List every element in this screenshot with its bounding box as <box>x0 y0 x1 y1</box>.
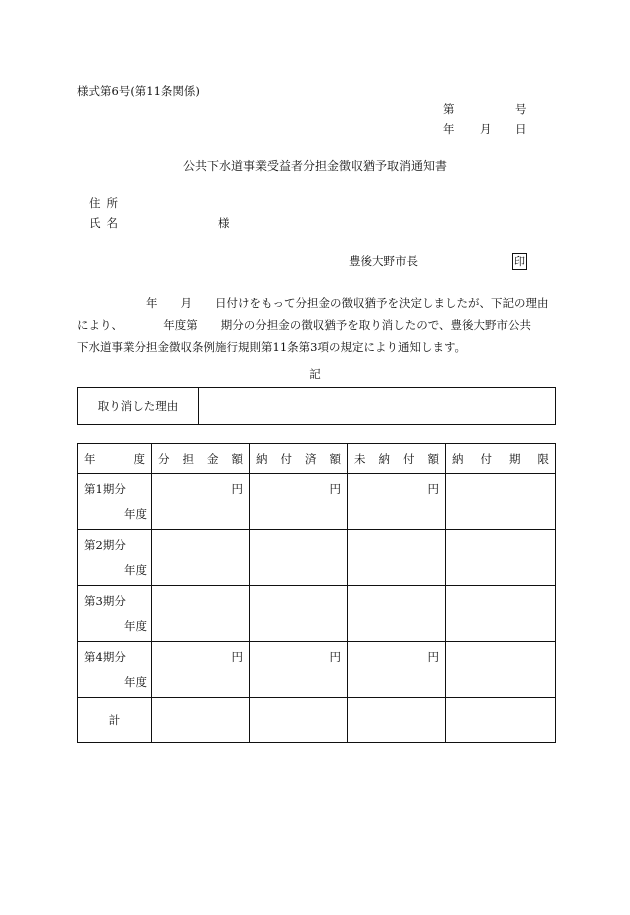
header-buntankin: 分 担 金 額 <box>152 444 250 474</box>
body-line: 年 月 日付けをもって分担金の徴収猶予を決定しましたが、下記の理由 <box>77 296 549 310</box>
paid-cell: 円 <box>250 642 348 698</box>
table-row <box>78 586 556 642</box>
reason-table <box>77 387 556 425</box>
deadline-cell <box>446 474 556 530</box>
doc-date-year: 年 <box>443 122 455 136</box>
period-cell: 第1期分 年度 <box>78 474 152 530</box>
amount-cell <box>152 586 250 642</box>
total-amount-cell <box>152 698 250 743</box>
amount-cell: 円 <box>152 642 250 698</box>
period-cell: 第4期分 年度 <box>78 642 152 698</box>
period-cell: 第3期分 年度 <box>78 586 152 642</box>
header-nofukigen: 納 付 期 限 <box>446 444 556 474</box>
period-cell: 第2期分 年度 <box>78 530 152 586</box>
table-header-row <box>78 444 556 474</box>
total-unpaid-cell <box>348 698 446 743</box>
deadline-cell <box>446 586 556 642</box>
header-minofu: 未 納 付 額 <box>348 444 446 474</box>
unpaid-cell: 円 <box>348 642 446 698</box>
deadline-cell <box>446 530 556 586</box>
table-row <box>78 642 556 698</box>
doc-date-day: 日 <box>515 122 527 136</box>
table-row <box>78 530 556 586</box>
seal-stamp: 印 <box>514 255 525 268</box>
form-number: 様式第6号(第11条関係) <box>77 84 200 98</box>
amount-cell <box>152 530 250 586</box>
name-label: 氏名 <box>89 216 124 230</box>
ki-heading: 記 <box>309 367 321 381</box>
doc-number-dai: 第 <box>443 102 455 116</box>
total-label: 計 <box>78 698 152 743</box>
unpaid-cell <box>348 586 446 642</box>
document-title: 公共下水道事業受益者分担金徴収猶予取消通知書 <box>182 159 447 173</box>
table-row <box>78 474 556 530</box>
total-paid-cell <box>250 698 348 743</box>
paid-cell: 円 <box>250 474 348 530</box>
doc-date-month: 月 <box>480 122 492 136</box>
body-line: により、 年度第 期分の分担金の徴収猶予を取り消したので、豊後大野市公共 <box>77 318 532 332</box>
paid-cell <box>250 530 348 586</box>
honorific-sama: 様 <box>218 216 230 230</box>
total-deadline-cell <box>446 698 556 743</box>
reason-value-cell <box>199 388 556 425</box>
total-row <box>78 698 556 743</box>
unpaid-cell: 円 <box>348 474 446 530</box>
header-nendo: 年 度 <box>78 444 152 474</box>
installment-table <box>77 443 556 743</box>
reason-label: 取り消した理由 <box>78 388 199 425</box>
deadline-cell <box>446 642 556 698</box>
header-nofusumi: 納 付 済 額 <box>250 444 348 474</box>
body-line: 下水道事業分担金徴収条例施行規則第11条第3項の規定により通知します。 <box>77 340 467 354</box>
amount-cell: 円 <box>152 474 250 530</box>
issuer-title: 豊後大野市長 <box>349 254 418 268</box>
notice-body <box>77 292 555 358</box>
unpaid-cell <box>348 530 446 586</box>
doc-number-go: 号 <box>515 102 527 116</box>
paid-cell <box>250 586 348 642</box>
address-label: 住所 <box>89 196 124 210</box>
